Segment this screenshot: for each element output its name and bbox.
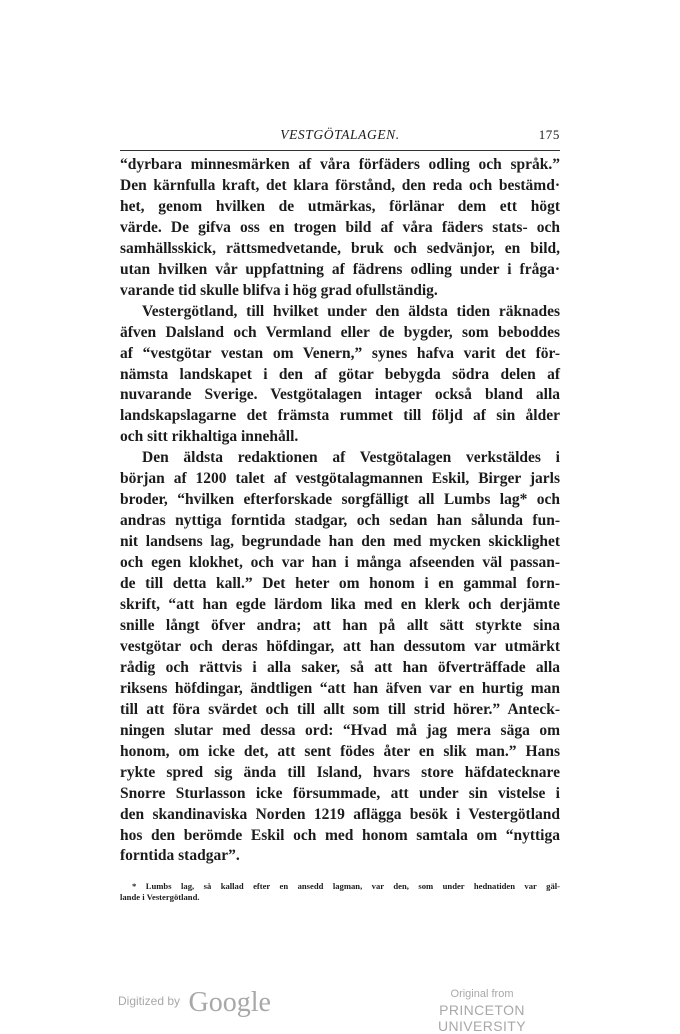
text-line: den skandinaviska Norden 1219 aflägga besök i Vestergötland	[120, 805, 560, 823]
google-logo: Google	[188, 987, 271, 1018]
footnote-line: * Lumbs lag, så kallad efter en ansedd lagman, var den, som under hednatiden var gäl-	[132, 881, 560, 891]
page-number: 175	[538, 127, 560, 142]
text-line: het, genom hvilken de utmärkas, förlänar dem ett högt	[120, 197, 560, 215]
text-line: vestgötar och deras höfdingar, att han dessutom var utmärkt	[120, 637, 560, 655]
institution-name: PRINCETON UNIVERSITY	[437, 1002, 526, 1034]
text-line: varande tid skulle blifva i hög grad ofullständig.	[120, 281, 438, 299]
text-line: hos den berömde Eskil och med honom samtala om “nyttiga	[120, 826, 560, 844]
text-line: nuvarande Sverige. Vestgötalagen intager också bland alla	[120, 386, 560, 404]
text-line: “dyrbara minnesmärken af våra förfäders odling och språk.”	[120, 156, 560, 173]
original-from-label: Original from	[450, 988, 514, 1000]
text-line: äfven Dalsland och Vermland eller de bygder, som beboddes	[120, 323, 560, 341]
text-line: riksens höfdingar, ändtligen “att han äfven var en hurtig man	[120, 679, 560, 697]
text-line: rykte spred sig ända till Island, hvars store häfdatecknare	[120, 763, 560, 781]
text-line: utan hvilken vår uppfattning af fädrens odling under i fråga·	[120, 260, 560, 278]
text-line: till att föra svärdet och till allt som till strid hörer.” Anteck-	[120, 700, 560, 718]
text-line: värde. De gifva oss en trogen bild af våra fäders stats- och	[120, 218, 560, 236]
text-line: andras nyttiga forntida stadgar, och sedan han sålunda fun-	[120, 512, 560, 530]
text-line: af “vestgötar vestan om Venern,” synes hafva varit det för-	[120, 344, 560, 362]
header-rule	[120, 150, 560, 151]
text-line: skrift, “att han egde lärdom lika med en klerk och derjämte	[120, 596, 560, 614]
footnote	[120, 881, 560, 903]
text-line: landskapslagarne det främsta rummet till följd af sin ålder	[120, 407, 560, 425]
running-header	[120, 127, 560, 147]
text-line: och egen klokhet, och var han i många afseenden väl passan-	[120, 554, 560, 572]
text-line: och sitt rikhaltiga innehåll.	[120, 428, 299, 446]
text-line: de till detta kall.” Det heter om honom i en gammal forn-	[120, 575, 560, 593]
running-title: VESTGÖTALAGEN.	[280, 127, 400, 142]
text-line: snille långt öfver andra; att han på allt sätt styrkte sina	[120, 616, 560, 634]
text-line: nit landsens lag, begrundade han den med mycken skicklighet	[120, 533, 560, 551]
text-line: honom, om icke det, att sent födes åter en slik man.” Hans	[120, 742, 560, 760]
text-line: broder, “hvilken efterforskade sorgfälligt all Lumbs lag* och	[120, 491, 560, 509]
text-line: början af 1200 talet af vestgötalagmannen Eskil, Birger jarls	[120, 470, 560, 488]
text-line: ningen slutar med dessa ord: “Hvad må jag mera säga om	[120, 721, 560, 739]
text-line: Den äldsta redaktionen af Vestgötalagen verkstäldes i	[142, 449, 560, 467]
text-line: samhällsskick, rättsmedvetande, bruk och sedvänjor, en bild,	[120, 239, 560, 257]
text-line: forntida stadgar”.	[120, 847, 240, 865]
digitized-by-label: Digitized by	[118, 994, 181, 1008]
text-line: rådig och rättvis i alla saker, så att han öfverträffade alla	[120, 658, 560, 676]
text-line: Den kärnfulla kraft, det klara förstånd, den reda och bestämd·	[120, 176, 560, 194]
digitized-by-watermark	[118, 987, 271, 1019]
text-line: Vestergötland, till hvilket under den äldsta tiden räknades	[142, 302, 560, 320]
text-line: nämsta landskapet i den af götar bebygda södra delen af	[120, 365, 560, 383]
footnote-line: lande i Vestergötland.	[120, 892, 200, 902]
text-line: Snorre Sturlasson icke försummade, att under sin vistelse i	[120, 784, 560, 802]
original-from-watermark	[397, 988, 567, 1034]
body-text	[120, 155, 560, 867]
